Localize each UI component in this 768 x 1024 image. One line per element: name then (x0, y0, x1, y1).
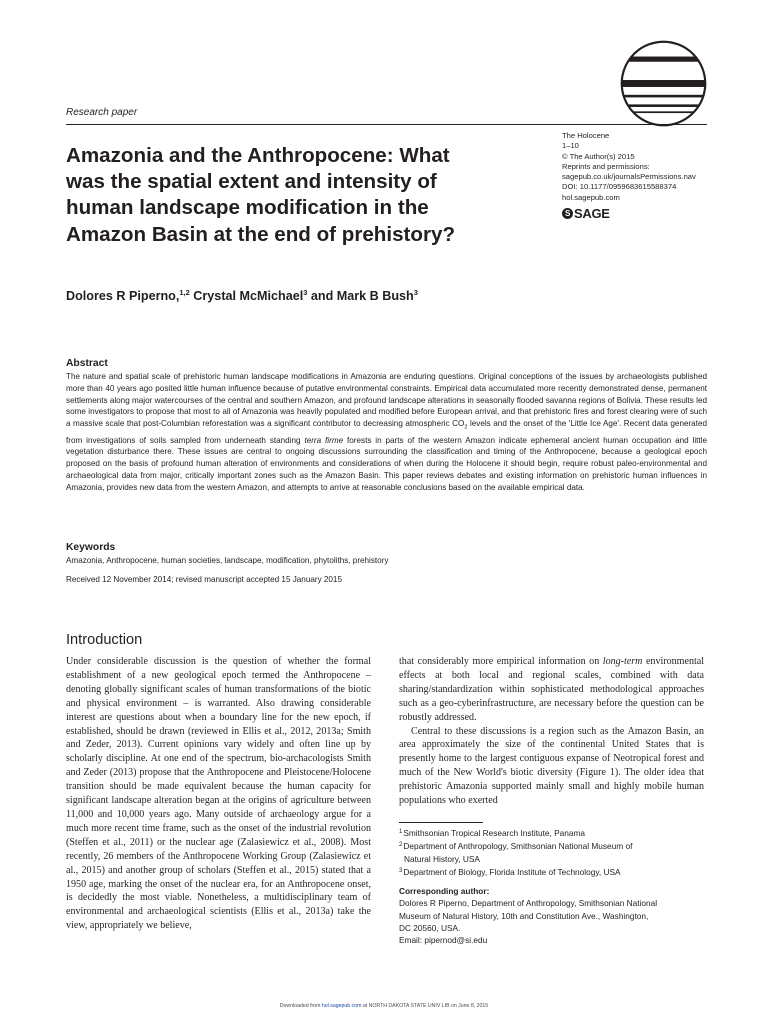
corresponding-author-line: Dolores R Piperno, Department of Anthropology, Smithsonian National (399, 898, 658, 909)
copyright: © The Author(s) 2015 (562, 151, 635, 161)
body-paragraph (399, 655, 704, 725)
journal-info (562, 131, 712, 203)
author-name: Dolores R Piperno, (66, 289, 180, 303)
journal-url[interactable]: hol.sagepub.com (562, 192, 620, 202)
affiliation-number: 3 (399, 867, 403, 874)
author-list (66, 288, 418, 303)
abstract-text (66, 371, 707, 494)
affiliation-item (399, 865, 707, 878)
body-text-part: that considerably more empirical information on (399, 656, 603, 667)
footer-text: at NORTH DAKOTA STATE UNIV LIB on June 8, 2015 (361, 1003, 489, 1009)
paper-title (66, 143, 546, 248)
corresponding-author-heading: Corresponding author: (399, 886, 490, 897)
journal-logo-icon (620, 40, 707, 127)
footer-text: Downloaded from (279, 1003, 322, 1009)
author-affil-ref: 3 (413, 288, 418, 297)
abstract-text-part: forests in parts of the western Amazon indicate ephemeral ancient human occupation and little vegetation disturbance there. These issues are central to ongoing discussions surrounding the classification and timing of the Anthropocene, because a geological epoch proposed on the basis of profound human alteration of environments and considerations of when during the Holocene it should begin, require robust paleo-environmental and archaeological data from major, critically important zones such as the Amazon Basin. This paper reviews debates and existing information on prehistoric human influences in Amazonia, provides new data from the western Amazon, and attempts to arrive at reasonable conclusions based on the available empirical data. (66, 435, 707, 492)
author-affil-ref: 3 (303, 288, 308, 297)
corresponding-author-email[interactable]: Email: pipernod@si.edu (399, 935, 488, 946)
affiliation-number: 1 (399, 829, 403, 835)
doi[interactable]: DOI: 10.1177/0959683615588374 (562, 182, 677, 192)
affiliation-number: 2 (399, 842, 403, 849)
reprints-label: Reprints and permissions: (562, 161, 650, 171)
affiliation-text: Department of Anthropology, Smithsonian National Museum of (403, 841, 633, 852)
keywords-heading: Keywords (66, 542, 116, 553)
author-name: Crystal McMichael (189, 289, 304, 303)
abstract-text-part: The nature and spatial scale of prehistoric human landscape modifications in Amazonia are enduring questions. Original conceptions of the issues by archaeologists published more than 40 years ago posited little human influence because of putative environmental constraints. Empirical data accumulated more recently demonstrated dense, permanent settlements along major watercourses of the central and southern Amazon, and profound landscape alterations in seasonally flooded savanna regions of Bolivia. These results led some investigators to propose that most to all of Amazonia was heavily populated and modified before European arrival, and that prehistoric fires and forest clearing were of such a massive scale that post-Columbian reforestation was a significant contributor to decreasing atmospheric CO (66, 372, 707, 429)
title-line: was the spatial extent and intensity of (66, 170, 437, 194)
permissions-link[interactable]: sagepub.co.uk/journalsPermissions.nav (562, 172, 696, 182)
abstract-text-part: levels and the onset of the 'Little Ice Age'. Recent data generated from investigations of soils sampled from underneath standing (66, 419, 707, 445)
paper-type-label: Research paper (66, 107, 138, 118)
abstract-heading: Abstract (66, 358, 108, 369)
introduction-heading: Introduction (66, 632, 143, 648)
keywords-section (66, 542, 707, 567)
abstract-section (66, 358, 707, 494)
publisher-name: SAGE (574, 206, 610, 221)
affiliation-text: Natural History, USA (404, 853, 480, 864)
page-range: 1–10 (562, 141, 579, 151)
body-italic-term: long-term (602, 656, 643, 667)
title-line: Amazonia and the Anthropocene: What (66, 144, 450, 167)
received-dates: Received 12 November 2014; revised manuscript accepted 15 January 2015 (66, 575, 342, 584)
body-column-right (399, 655, 704, 808)
corresponding-author-line: DC 20560, USA. (399, 923, 461, 934)
co2-subscript: 2 (464, 424, 468, 431)
publisher-logo (562, 206, 610, 221)
corresponding-author-line: Museum of Natural History, 10th and Constitution Ave., Washington, (399, 910, 649, 921)
body-paragraph: Central to these discussions is a region such as the Amazon Basin, an area approximately the size of the continental United States that is presently home to the largest contiguous expanse of Neotropical forest and much of the New World's biotic diversity (Figure 1). The older idea that prehistoric Amazonia supported mainly small and highly mobile human populations who exerted (399, 725, 704, 807)
author-affil-ref: 1,2 (179, 288, 190, 297)
abstract-italic-term: terra firme (304, 435, 344, 445)
affiliations-divider (399, 822, 483, 823)
affiliation-text: Department of Biology, Florida Institute of Technology, USA (403, 866, 621, 877)
sage-s-icon: S (562, 208, 573, 219)
body-column-left (66, 655, 371, 933)
author-name: and Mark B Bush (307, 289, 414, 303)
body-text-part: environmental effects at both local and regional scales, combined with data sharing/standardization within sophisticated methodological approaches such as a geo-cyberinfrastructure, are necessary before the question can be robustly addressed. (399, 656, 705, 723)
header-divider (66, 124, 707, 125)
affiliation-item (399, 839, 707, 852)
affiliations-section (399, 826, 707, 947)
download-footer (0, 1003, 768, 1009)
keywords-text: Amazonia, Anthropocene, human societies, landscape, modification, phytoliths, prehistory (66, 556, 389, 565)
title-line: Amazon Basin at the end of prehistory? (66, 222, 456, 246)
affiliation-text: Smithsonian Tropical Research Institute, Panama (403, 828, 586, 838)
affiliation-item (399, 826, 707, 839)
footer-link[interactable]: hol.sagepub.com (321, 1003, 362, 1009)
body-paragraph: Under considerable discussion is the question of whether the formal establishment of a new geological epoch termed the Anthropocene – denoting globally significant scales of human transformations of the biotic and physical environment – is warranted. Also drawing considerable interest are questions about when a boundary line for the new epoch, if established, should be drawn (reviewed in Ellis et al., 2012, 2013a; Smith and Zeder, 2013). Current opinions vary widely and often line up by scholarly discipline. At one end of the spectrum, bio-archacologists Smith and Zeder (2013) propose that the Anthropocene and Pleistocene/Holocene transition should be made equivalent because the human capacity for significant landscape alteration began at the origins of agriculture between 11,000 and 10,000 years ago. Many outside of archaeology argue for a much more recent time frame, such as the onset of the industrial revolution (Steffen et al., 2011) or the nuclear age (Zalasiewicz et al., 2008). Most recently, 26 members of the Anthropocene Working Group (Zalasiewicz et al., 2015) and another group of scholars (Steffen et al., 2015) stated that a 1950 age, marking the onset of the nuclear era, for an Anthropocene onset, is decidedly the most viable. Nonetheless, a multidisciplinary team of environmental and archaeological scientists (Ellis et al., 2013a) take the view, appropriately we believe, (66, 656, 371, 932)
journal-name: The Holocene (562, 131, 610, 140)
title-line: human landscape modification in the (66, 196, 429, 220)
